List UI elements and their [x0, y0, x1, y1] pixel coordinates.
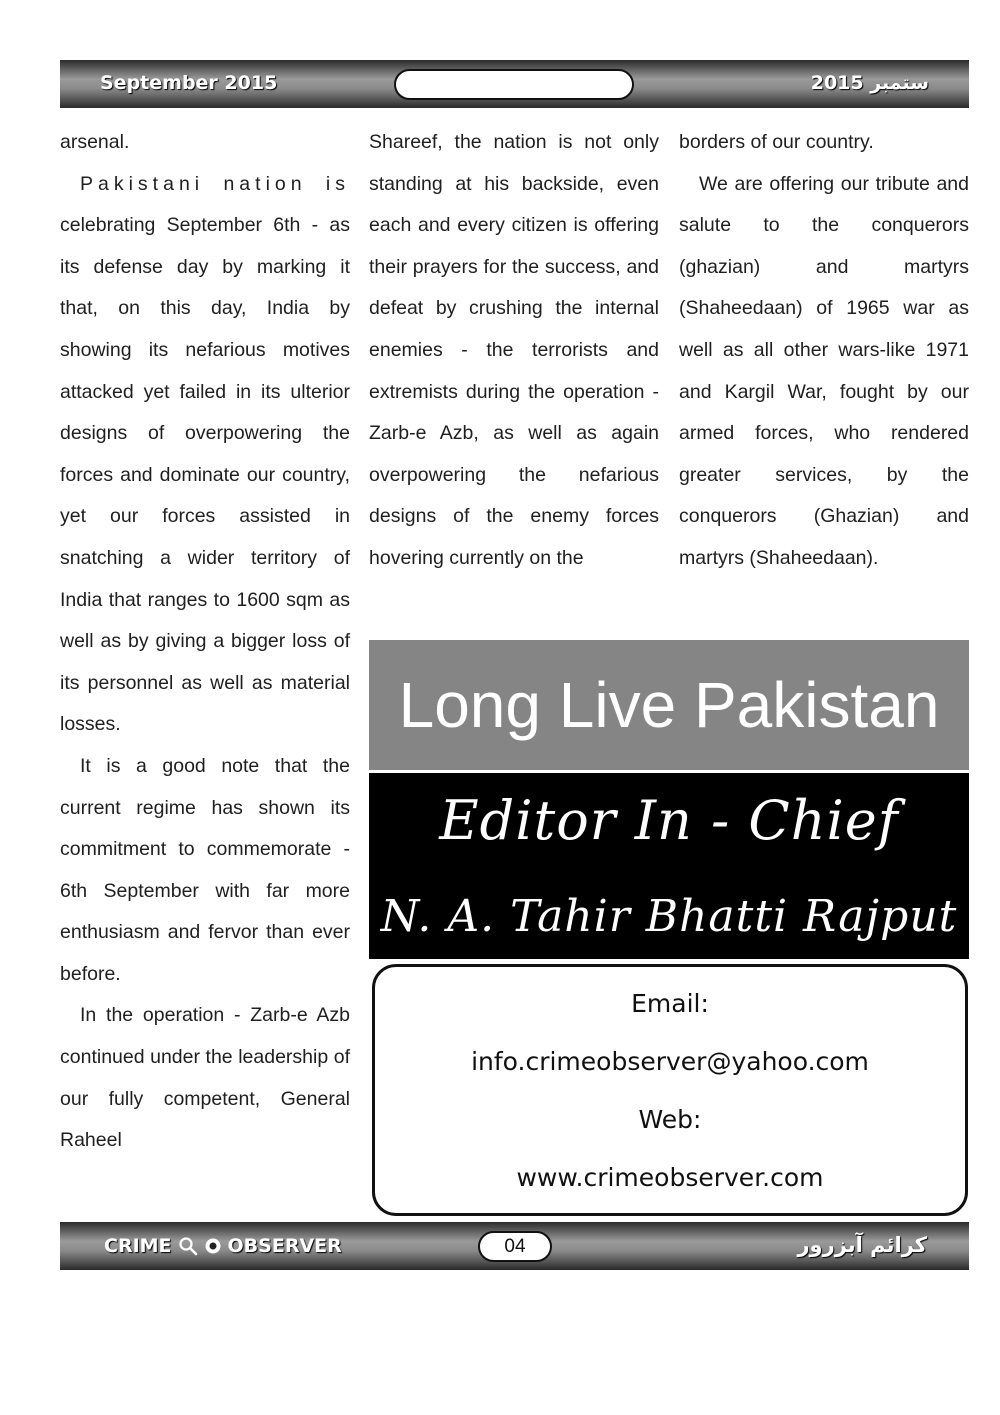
page-number: 04 [478, 1231, 552, 1262]
issue-date-english: September 2015 [100, 72, 278, 94]
paragraph-body: celebrating September 6th - as its defense day by marking it that, on this day, India by showing its nefarious motives attacked yet failed in its ulterior designs of overpowering the forces and dominate our country, yet our forces assisted in snatching a wider territory of India that ranges to 1600 sqm as well as by giving a bigger loss of its personnel as well as material losses. [60, 214, 350, 736]
editor-box [369, 773, 969, 959]
article-column-1 [60, 122, 350, 1162]
page-header [60, 60, 969, 108]
web-address[interactable]: www.crimeobserver.com [516, 1163, 824, 1192]
paragraph: arsenal. [60, 131, 130, 153]
issue-date-urdu: 2015 ستمبر [810, 72, 929, 94]
paragraph: Shareef, the nation is not only standing at his backside, even each and every citizen is offering their prayers for the success, and defeat by crushing the internal enemies - the terrorists and extremists during the operation - Zarb-e Azb, as well as again overpowering the nefarious designs of the enemy forces hovering currently on the [369, 131, 659, 569]
brand-word-right: OBSERVER [227, 1235, 342, 1257]
email-label: Email: [631, 989, 709, 1018]
email-address[interactable]: info.crimeobserver@yahoo.com [471, 1047, 869, 1076]
page-footer [60, 1222, 969, 1270]
paragraph: We are offering our tribute and salute to the conquerors (ghazian) and martyrs (Shaheedaan) of 1965 war as well as all other wars-like 1971 and Kargil War, fought by our armed forces, who rendered greater services, by the conquerors (Ghazian) and martyrs (Shaheedaan). [679, 172, 969, 569]
magnifier-icon [178, 1236, 198, 1256]
web-label: Web: [638, 1105, 702, 1134]
brand-word-left: CRIME [104, 1235, 172, 1257]
slogan-text: Long Live Pakistan [398, 669, 940, 741]
editor-title: Editor In - Chief [439, 789, 899, 852]
brand-logo [104, 1235, 342, 1257]
eye-icon [204, 1237, 222, 1255]
header-pill [394, 69, 634, 100]
article-column-2 [369, 122, 659, 580]
brand-urdu: کرائم آبزرور [797, 1233, 927, 1257]
paragraph: It is a good note that the current regime has shown its commitment to commemorate - 6th September with far more enthusiasm and fervor than ever before. [60, 754, 350, 985]
slogan-banner [369, 640, 969, 770]
contact-box [372, 964, 968, 1216]
article-column-3 [679, 122, 969, 580]
paragraph [60, 164, 350, 746]
paragraph-lead: Pakistani nation is [80, 172, 350, 195]
paragraph: borders of our country. [679, 131, 874, 153]
editor-name: N. A. Tahir Bhatti Rajput [380, 891, 958, 942]
paragraph: In the operation - Zarb-e Azb continued under the leadership of our fully competent, General Raheel [60, 1004, 350, 1152]
